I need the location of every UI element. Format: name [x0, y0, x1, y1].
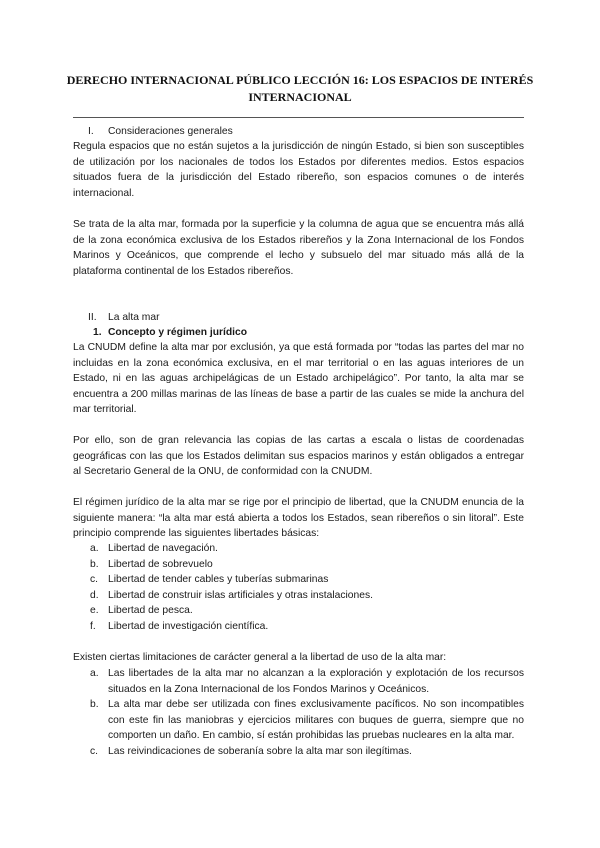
list-item — [73, 603, 524, 619]
section-1-paragraph-2: Se trata de la alta mar, formada por la superficie y la columna de agua que se encuentra más allá de la zona económica exclusiva de los Estados ribereños y la Zona Internacional de los Fondos Marinos y Oceánicos, que comprende el lecho y subsuelo del mar situado más allá de la plataforma continental de los Estados ribereños. — [73, 219, 524, 277]
section-2-paragraph-1: La CNUDM define la alta mar por exclusión, ya que está formada por “todas las partes del mar no incluidas en la zona económica exclusiva, en el mar territorial o en las aguas interiores de un Estado, ni en las aguas archipelágicas de un Estado archipelágico”. Por tanto, la alta mar se encuentra a 200 millas marinas de las líneas de base a partir de las cuales se mide la anchura del mar territorial. — [73, 342, 524, 415]
list-item — [73, 541, 524, 557]
list-item — [73, 557, 524, 573]
list-marker: c. — [90, 574, 99, 585]
list-item-text: La alta mar debe ser utilizada con fines exclusivamente pacíficos. No son incompatibles con este fin las maniobras y ejercicios militares con buques de guerra, siempre que no comporten un daño. En cambio, sí están prohibidas las pruebas nucleares en la alta mar. — [108, 699, 524, 741]
limits-intro: Existen ciertas limitaciones de carácter general a la libertad de uso de la alta mar: — [73, 652, 447, 663]
section-1-paragraph-1: Regula espacios que no están sujetos a la jurisdicción de ningún Estado, si bien son susceptibles de utilización por los nacionales de todos los Estados por diferentes medios. Estos espacios situados fuera de la jurisdicción del Estado ribereño, son espacios comunes o de interés internacional. — [73, 141, 524, 199]
list-item-text: Las reivindicaciones de soberanía sobre la alta mar son ilegítimas. — [108, 745, 412, 757]
document-title: DERECHO INTERNACIONAL PÚBLICO LECCIÓN 16: LOS ESPACIOS DE INTERÉS INTERNACIONAL — [66, 73, 534, 104]
section-2-number: II. — [88, 312, 97, 323]
list-item — [73, 744, 524, 760]
list-item — [73, 697, 524, 744]
freedoms-list — [73, 541, 524, 634]
list-item-text: Libertad de tender cables y tuberías submarinas — [108, 574, 329, 585]
section-1-number: I. — [88, 126, 94, 137]
list-item — [73, 666, 524, 697]
list-marker: c. — [90, 745, 99, 757]
list-marker: e. — [90, 605, 99, 616]
list-item-text: Libertad de pesca. — [108, 605, 193, 616]
list-marker: b. — [90, 699, 99, 710]
list-item — [73, 619, 524, 635]
section-2-title: La alta mar — [108, 312, 160, 323]
title-divider — [73, 117, 524, 118]
list-marker: b. — [90, 558, 99, 570]
list-item-text: Libertad de investigación científica. — [108, 620, 269, 632]
subsection-number: 1. — [93, 327, 102, 338]
list-marker: a. — [90, 668, 99, 679]
list-item — [73, 588, 524, 604]
subsection-title: Concepto y régimen jurídico — [108, 327, 248, 338]
section-2-paragraph-3: El régimen jurídico de la alta mar se rige por el principio de libertad, que la CNUDM enuncia de la siguiente manera: “la alta mar está abierta a todos los Estados, sean ribereños o sin litoral”. Este principio comprende las siguientes libertades básicas: — [73, 497, 524, 539]
list-item-text: Libertad de sobrevuelo — [108, 558, 213, 570]
list-item-text: Las libertades de la alta mar no alcanzan a la exploración y explotación de los recursos situados en la Zona Internacional de los Fondos Marinos y Oceánicos. — [108, 668, 524, 695]
section-2-paragraph-2: Por ello, son de gran relevancia las copias de las cartas a escala o listas de coordenadas geográficas con las que los Estados delimitan sus espacios marinos y están obligados a entregar al Secretario General de la ONU, de conformidad con la CNUDM. — [73, 435, 524, 477]
list-marker: d. — [90, 589, 99, 601]
list-marker: f. — [90, 620, 96, 632]
section-1-title: Consideraciones generales — [108, 126, 233, 137]
list-marker: a. — [90, 543, 99, 554]
list-item-text: Libertad de construir islas artificiales y otras instalaciones. — [108, 589, 373, 601]
list-item-text: Libertad de navegación. — [108, 543, 218, 554]
limits-list — [73, 666, 524, 759]
list-item — [73, 572, 524, 588]
